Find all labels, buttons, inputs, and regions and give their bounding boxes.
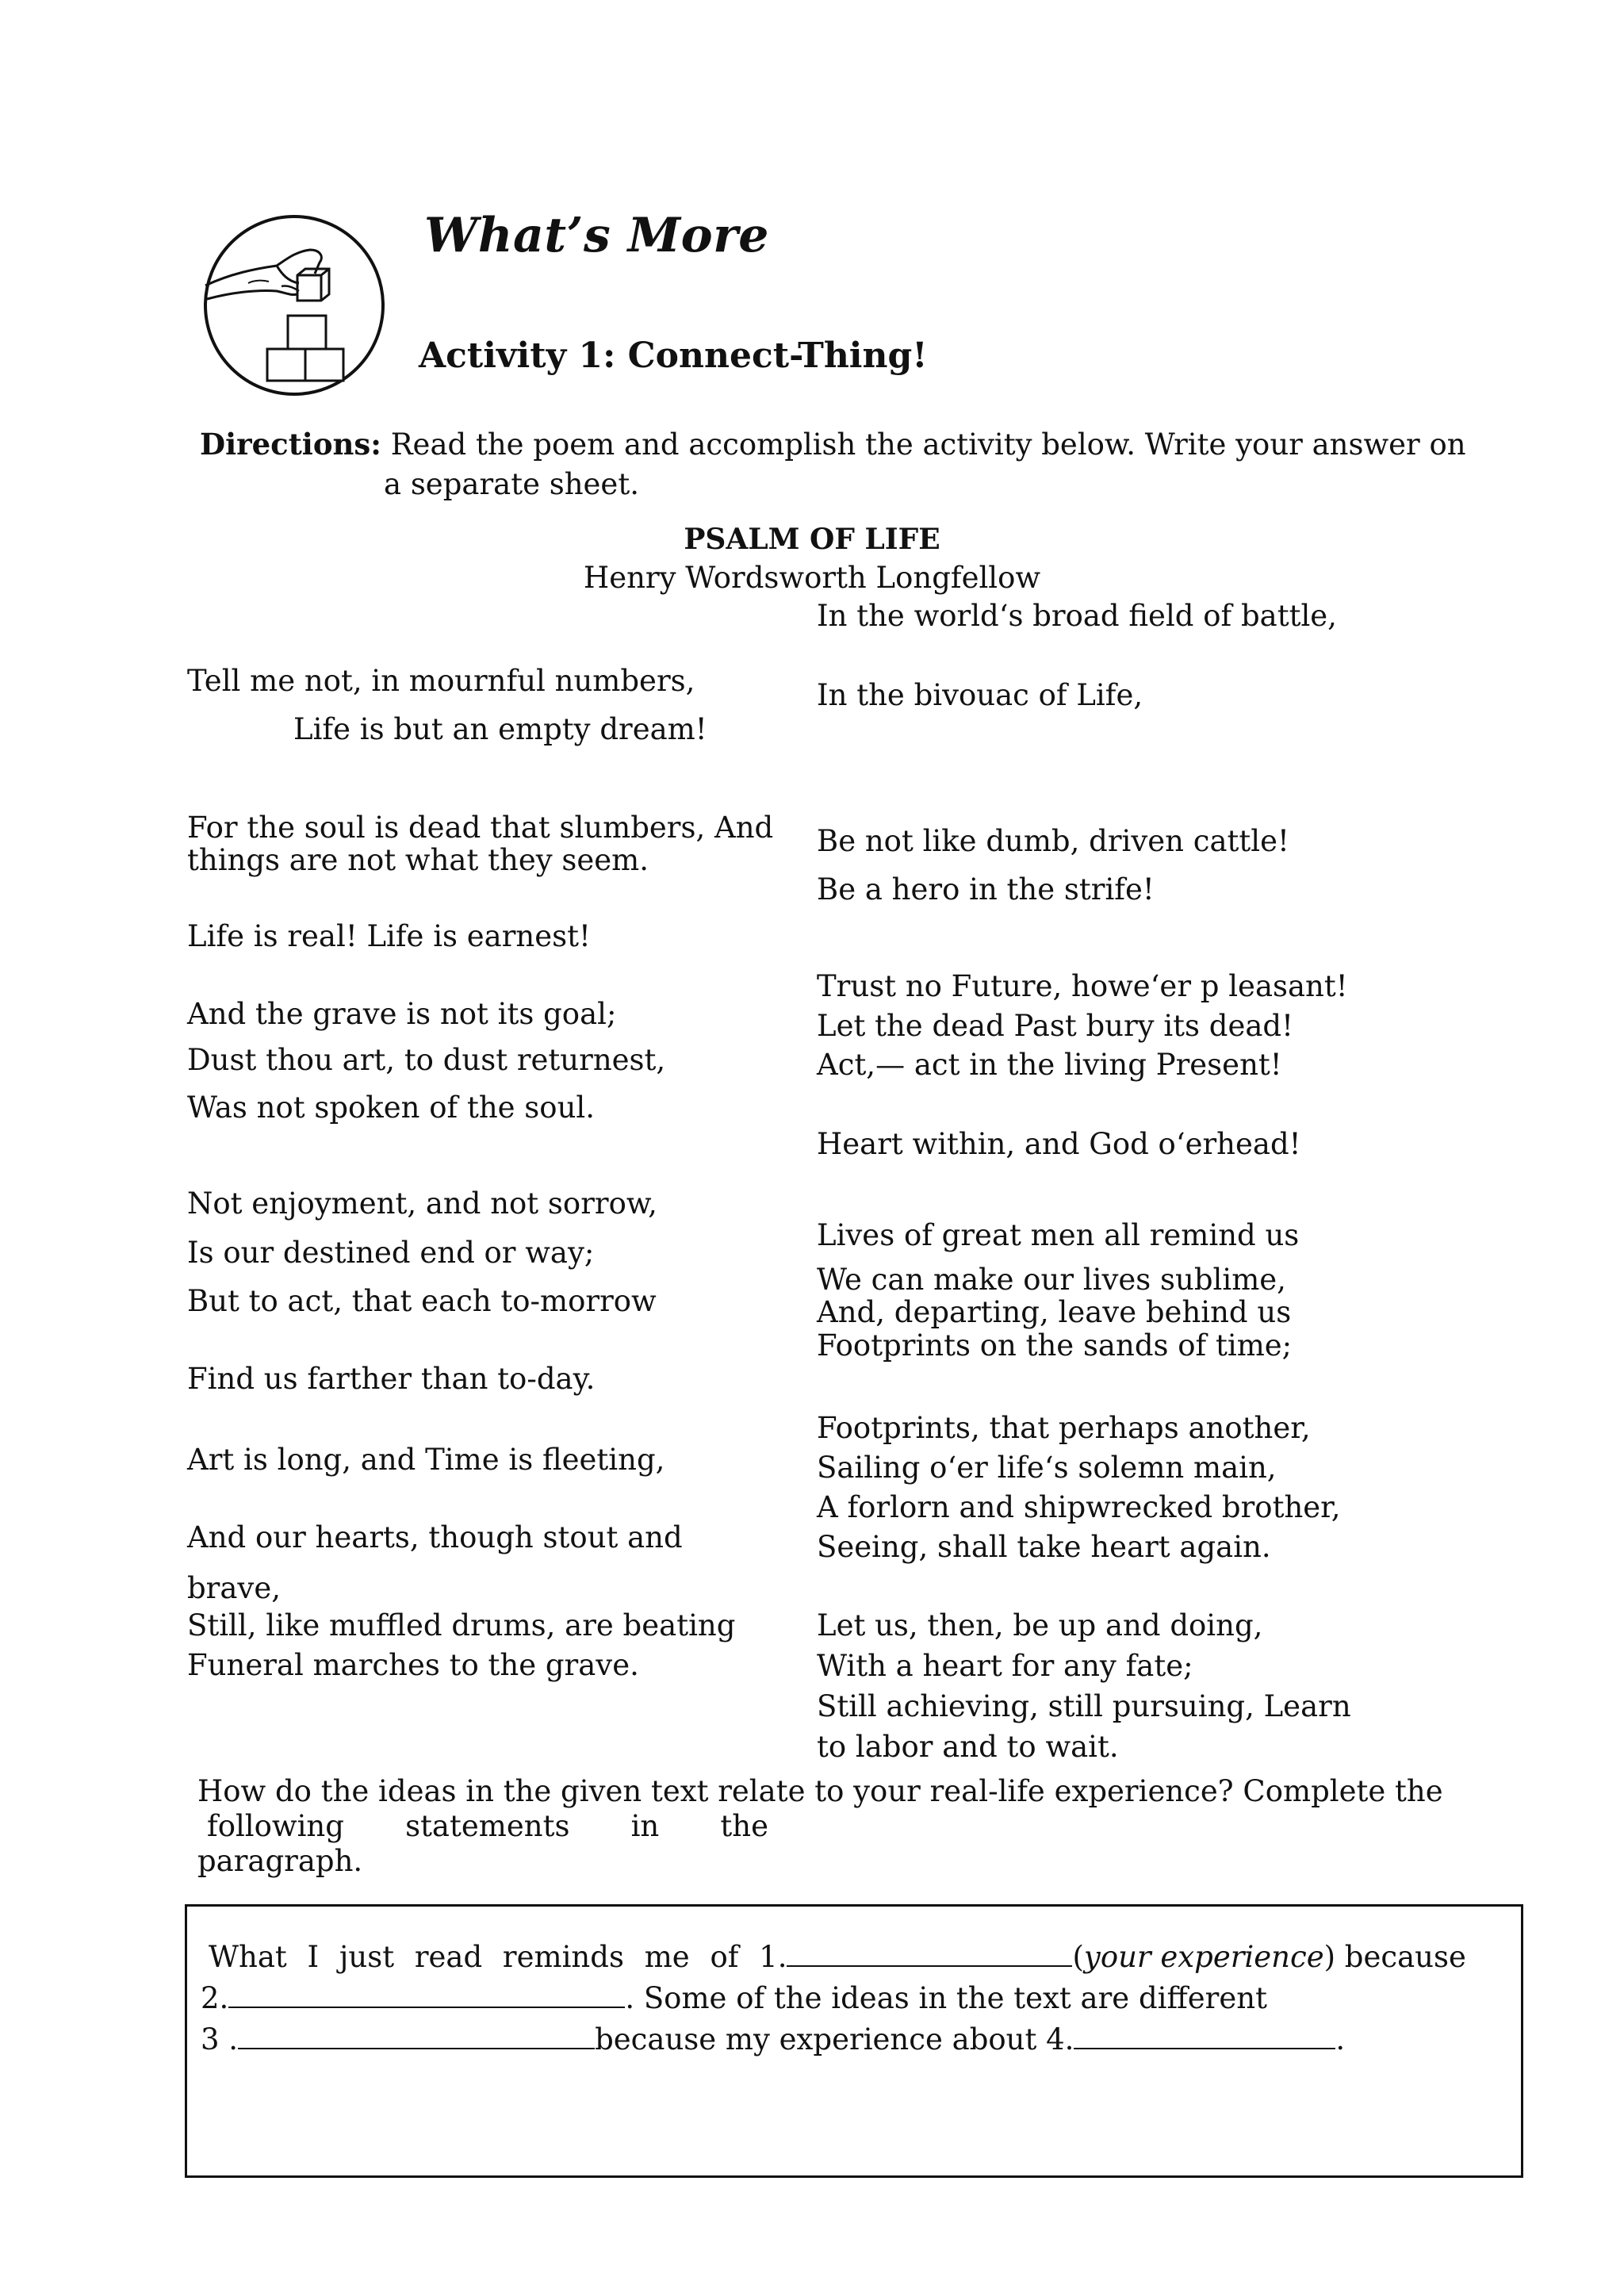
poem-line: Sailing o‘er life‘s solemn main, <box>817 1451 1277 1485</box>
answer-hint: your experience <box>1083 1940 1324 1974</box>
poem-line: Was not spoken of the soul. <box>187 1091 595 1125</box>
poem-line: Still, like muffled drums, are beating <box>187 1608 736 1642</box>
poem-author: Henry Wordsworth Longfellow <box>583 561 1041 595</box>
question-word: following <box>207 1809 344 1843</box>
directions-label: Directions: <box>200 427 381 462</box>
poem-line: Life is but an empty dream! <box>293 712 707 746</box>
answer-box <box>185 1904 1523 2178</box>
directions-text-line1: Read the poem and accomplish the activity below. Write your answer on <box>390 427 1466 462</box>
poem-line: And, departing, leave behind us <box>817 1295 1292 1329</box>
question-line2 <box>197 1809 768 1844</box>
poem-line: A forlorn and shipwrecked brother, <box>817 1490 1341 1524</box>
answer-line3-mid: because my experience about 4. <box>595 2022 1074 2056</box>
question-line3: paragraph. <box>197 1844 363 1878</box>
activity-title: Activity 1: Connect-Thing! <box>419 335 928 376</box>
directions <box>200 424 1466 504</box>
answer-blank-3[interactable] <box>238 2024 595 2049</box>
answer-line3 <box>201 2022 1345 2056</box>
poem-line: For the soul is dead that slumbers, And <box>187 811 774 845</box>
poem-title: PSALM OF LIFE <box>684 523 940 556</box>
poem-line: Be not like dumb, driven cattle! <box>817 824 1289 858</box>
poem-line: With a heart for any fate; <box>817 1649 1193 1683</box>
poem-line: things are not what they seem. <box>187 843 649 877</box>
answer-line3-end: . <box>1335 2022 1346 2056</box>
poem-line: to labor and to wait. <box>817 1730 1119 1764</box>
poem-line: But to act, that each to-morrow <box>187 1284 657 1318</box>
hand-stacking-blocks-icon <box>199 210 389 401</box>
poem-line: Footprints on the sands of time; <box>817 1328 1293 1363</box>
poem-line: Let the dead Past bury its dead! <box>817 1009 1293 1043</box>
poem-line: Is our destined end or way; <box>187 1236 595 1270</box>
poem-line: Trust no Future, howe‘er p leasant! <box>817 969 1348 1003</box>
question-line1: How do the ideas in the given text relate to your real-life experience? Complete the <box>197 1774 1443 1808</box>
answer-line1: What I just read reminds me of 1. (your experience) because <box>209 1940 1466 1974</box>
poem-line: In the world‘s broad field of battle, <box>817 599 1337 633</box>
answer-blank-4[interactable] <box>1074 2024 1335 2049</box>
poem-line: Tell me not, in mournful numbers, <box>187 664 695 698</box>
poem-line: We can make our lives sublime, <box>817 1263 1286 1297</box>
answer-line2-start: 2. <box>201 1981 229 2015</box>
poem-line: Funeral marches to the grave. <box>187 1648 639 1682</box>
poem-line: Heart within, and God o‘erhead! <box>817 1127 1301 1161</box>
question-word: the <box>720 1809 768 1843</box>
poem-line: And our hearts, though stout and <box>187 1520 683 1554</box>
answer-line1-end: because <box>1344 1940 1466 1974</box>
poem-line: Seeing, shall take heart again. <box>817 1530 1271 1564</box>
poem-line: Not enjoyment, and not sorrow, <box>187 1186 657 1221</box>
poem-line: In the bivouac of Life, <box>817 678 1143 712</box>
answer-line3-start: 3 . <box>201 2022 239 2056</box>
answer-blank-2[interactable] <box>228 1983 625 2008</box>
poem-line: Be a hero in the strife! <box>817 872 1155 907</box>
directions-text-line2: a separate sheet. <box>384 467 639 501</box>
poem-line: Art is long, and Time is fleeting, <box>187 1443 665 1477</box>
poem-line: And the grave is not its goal; <box>187 997 617 1031</box>
poem-line: Lives of great men all remind us <box>817 1218 1300 1252</box>
section-title: What’s More <box>424 208 769 263</box>
poem-line: Act,— act in the living Present! <box>817 1048 1282 1082</box>
poem-line: Still achieving, still pursuing, Learn <box>817 1689 1351 1723</box>
poem-line: Footprints, that perhaps another, <box>817 1411 1311 1445</box>
answer-line1-start: What I just read reminds me of 1. <box>209 1940 787 1974</box>
answer-blank-1[interactable] <box>787 1941 1072 1967</box>
question-word: in <box>630 1809 660 1843</box>
poem-line: Life is real! Life is earnest! <box>187 919 591 953</box>
poem-line: brave, <box>187 1571 281 1605</box>
question-word: statements <box>405 1809 570 1843</box>
poem-line: Dust thou art, to dust returnest, <box>187 1043 666 1077</box>
answer-line2-end: . Some of the ideas in the text are different <box>625 1981 1267 2015</box>
poem-line: Let us, then, be up and doing, <box>817 1608 1263 1642</box>
poem-line: Find us farther than to-day. <box>187 1362 596 1396</box>
answer-line2 <box>201 1981 1267 2015</box>
question <box>197 1774 1443 1879</box>
